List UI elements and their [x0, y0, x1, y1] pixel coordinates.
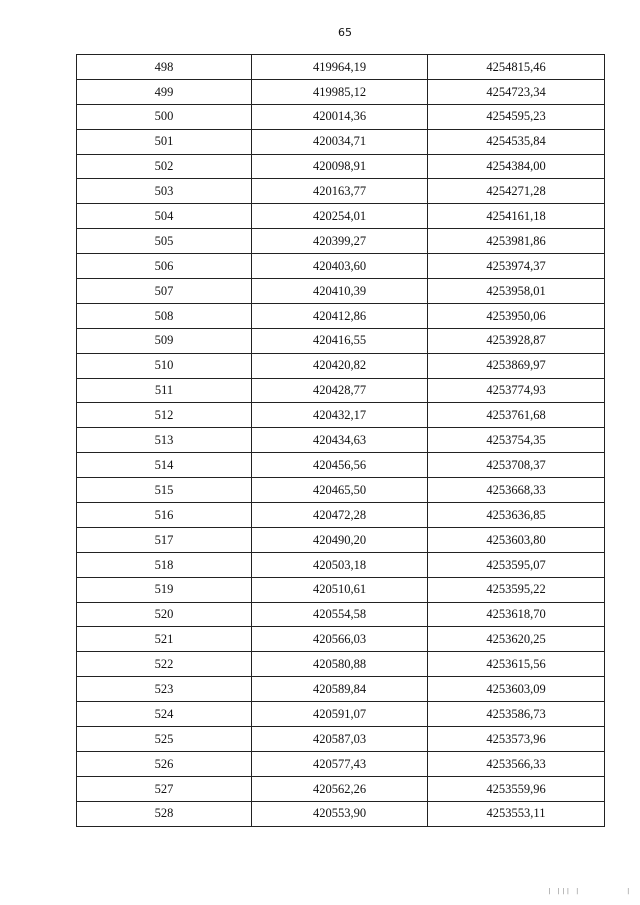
point-number-cell: 528 — [77, 801, 252, 826]
point-number-cell: 511 — [77, 378, 252, 403]
point-number-cell: 520 — [77, 602, 252, 627]
point-number-cell: 509 — [77, 328, 252, 353]
x-coordinate-cell: 420587,03 — [252, 727, 428, 752]
point-number-cell: 527 — [77, 776, 252, 801]
footer-scan-mark-right: | — [626, 888, 630, 895]
point-number-cell: 521 — [77, 627, 252, 652]
footer-scan-mark: | ||| | — [547, 888, 580, 895]
y-coordinate-cell: 4254723,34 — [428, 79, 605, 104]
page-number: 65 — [338, 26, 352, 39]
x-coordinate-cell: 420034,71 — [252, 129, 428, 154]
point-number-cell: 500 — [77, 104, 252, 129]
table-row — [77, 602, 605, 627]
x-coordinate-cell: 420577,43 — [252, 751, 428, 776]
x-coordinate-cell: 420428,77 — [252, 378, 428, 403]
x-coordinate-cell: 420465,50 — [252, 478, 428, 503]
x-coordinate-cell: 420510,61 — [252, 577, 428, 602]
y-coordinate-cell: 4253559,96 — [428, 776, 605, 801]
x-coordinate-cell: 420420,82 — [252, 353, 428, 378]
point-number-cell: 516 — [77, 503, 252, 528]
table-row — [77, 652, 605, 677]
table-row — [77, 577, 605, 602]
table-row — [77, 254, 605, 279]
table-row — [77, 104, 605, 129]
x-coordinate-cell: 420562,26 — [252, 776, 428, 801]
y-coordinate-cell: 4253754,35 — [428, 428, 605, 453]
y-coordinate-cell: 4253774,93 — [428, 378, 605, 403]
y-coordinate-cell: 4254161,18 — [428, 204, 605, 229]
x-coordinate-cell: 419985,12 — [252, 79, 428, 104]
y-coordinate-cell: 4254384,00 — [428, 154, 605, 179]
y-coordinate-cell: 4253950,06 — [428, 303, 605, 328]
table-row — [77, 403, 605, 428]
table-row — [77, 154, 605, 179]
x-coordinate-cell: 420580,88 — [252, 652, 428, 677]
x-coordinate-cell: 420553,90 — [252, 801, 428, 826]
y-coordinate-cell: 4253981,86 — [428, 229, 605, 254]
y-coordinate-cell: 4253869,97 — [428, 353, 605, 378]
point-number-cell: 526 — [77, 751, 252, 776]
table-row — [77, 801, 605, 826]
y-coordinate-cell: 4253595,22 — [428, 577, 605, 602]
x-coordinate-cell: 420098,91 — [252, 154, 428, 179]
table-row — [77, 204, 605, 229]
point-number-cell: 507 — [77, 279, 252, 304]
x-coordinate-cell: 420014,36 — [252, 104, 428, 129]
y-coordinate-cell: 4253761,68 — [428, 403, 605, 428]
point-number-cell: 504 — [77, 204, 252, 229]
x-coordinate-cell: 420399,27 — [252, 229, 428, 254]
y-coordinate-cell: 4253603,09 — [428, 677, 605, 702]
point-number-cell: 513 — [77, 428, 252, 453]
table-row — [77, 328, 605, 353]
point-number-cell: 498 — [77, 55, 252, 80]
y-coordinate-cell: 4253586,73 — [428, 702, 605, 727]
point-number-cell: 517 — [77, 527, 252, 552]
y-coordinate-cell: 4253636,85 — [428, 503, 605, 528]
y-coordinate-cell: 4254815,46 — [428, 55, 605, 80]
point-number-cell: 514 — [77, 453, 252, 478]
x-coordinate-cell: 420589,84 — [252, 677, 428, 702]
x-coordinate-cell: 420434,63 — [252, 428, 428, 453]
x-coordinate-cell: 420456,56 — [252, 453, 428, 478]
coordinates-table — [76, 54, 605, 827]
table-row — [77, 303, 605, 328]
x-coordinate-cell: 420432,17 — [252, 403, 428, 428]
table-row — [77, 378, 605, 403]
table-row — [77, 751, 605, 776]
table-row — [77, 453, 605, 478]
y-coordinate-cell: 4253618,70 — [428, 602, 605, 627]
table-row — [77, 527, 605, 552]
table-row — [77, 677, 605, 702]
table-row — [77, 79, 605, 104]
y-coordinate-cell: 4253958,01 — [428, 279, 605, 304]
point-number-cell: 522 — [77, 652, 252, 677]
table-row — [77, 428, 605, 453]
x-coordinate-cell: 420472,28 — [252, 503, 428, 528]
table-row — [77, 229, 605, 254]
point-number-cell: 503 — [77, 179, 252, 204]
x-coordinate-cell: 420254,01 — [252, 204, 428, 229]
y-coordinate-cell: 4253615,56 — [428, 652, 605, 677]
x-coordinate-cell: 420412,86 — [252, 303, 428, 328]
y-coordinate-cell: 4253974,37 — [428, 254, 605, 279]
table-row — [77, 279, 605, 304]
table-row — [77, 55, 605, 80]
point-number-cell: 515 — [77, 478, 252, 503]
x-coordinate-cell: 420410,39 — [252, 279, 428, 304]
y-coordinate-cell: 4253566,33 — [428, 751, 605, 776]
point-number-cell: 512 — [77, 403, 252, 428]
x-coordinate-cell: 419964,19 — [252, 55, 428, 80]
point-number-cell: 501 — [77, 129, 252, 154]
x-coordinate-cell: 420591,07 — [252, 702, 428, 727]
table-row — [77, 727, 605, 752]
table-row — [77, 776, 605, 801]
y-coordinate-cell: 4254535,84 — [428, 129, 605, 154]
y-coordinate-cell: 4253928,87 — [428, 328, 605, 353]
point-number-cell: 525 — [77, 727, 252, 752]
point-number-cell: 499 — [77, 79, 252, 104]
y-coordinate-cell: 4253573,96 — [428, 727, 605, 752]
table-row — [77, 503, 605, 528]
table-row — [77, 702, 605, 727]
table-row — [77, 179, 605, 204]
table-row — [77, 552, 605, 577]
point-number-cell: 518 — [77, 552, 252, 577]
y-coordinate-cell: 4253620,25 — [428, 627, 605, 652]
point-number-cell: 506 — [77, 254, 252, 279]
y-coordinate-cell: 4253708,37 — [428, 453, 605, 478]
y-coordinate-cell: 4254271,28 — [428, 179, 605, 204]
point-number-cell: 510 — [77, 353, 252, 378]
table-row — [77, 478, 605, 503]
y-coordinate-cell: 4254595,23 — [428, 104, 605, 129]
point-number-cell: 519 — [77, 577, 252, 602]
point-number-cell: 505 — [77, 229, 252, 254]
table-row — [77, 627, 605, 652]
coordinates-table-body — [77, 55, 605, 827]
table-row — [77, 353, 605, 378]
x-coordinate-cell: 420403,60 — [252, 254, 428, 279]
y-coordinate-cell: 4253553,11 — [428, 801, 605, 826]
x-coordinate-cell: 420566,03 — [252, 627, 428, 652]
point-number-cell: 524 — [77, 702, 252, 727]
x-coordinate-cell: 420490,20 — [252, 527, 428, 552]
y-coordinate-cell: 4253595,07 — [428, 552, 605, 577]
x-coordinate-cell: 420554,58 — [252, 602, 428, 627]
point-number-cell: 508 — [77, 303, 252, 328]
point-number-cell: 502 — [77, 154, 252, 179]
y-coordinate-cell: 4253603,80 — [428, 527, 605, 552]
x-coordinate-cell: 420503,18 — [252, 552, 428, 577]
x-coordinate-cell: 420163,77 — [252, 179, 428, 204]
table-row — [77, 129, 605, 154]
y-coordinate-cell: 4253668,33 — [428, 478, 605, 503]
point-number-cell: 523 — [77, 677, 252, 702]
x-coordinate-cell: 420416,55 — [252, 328, 428, 353]
